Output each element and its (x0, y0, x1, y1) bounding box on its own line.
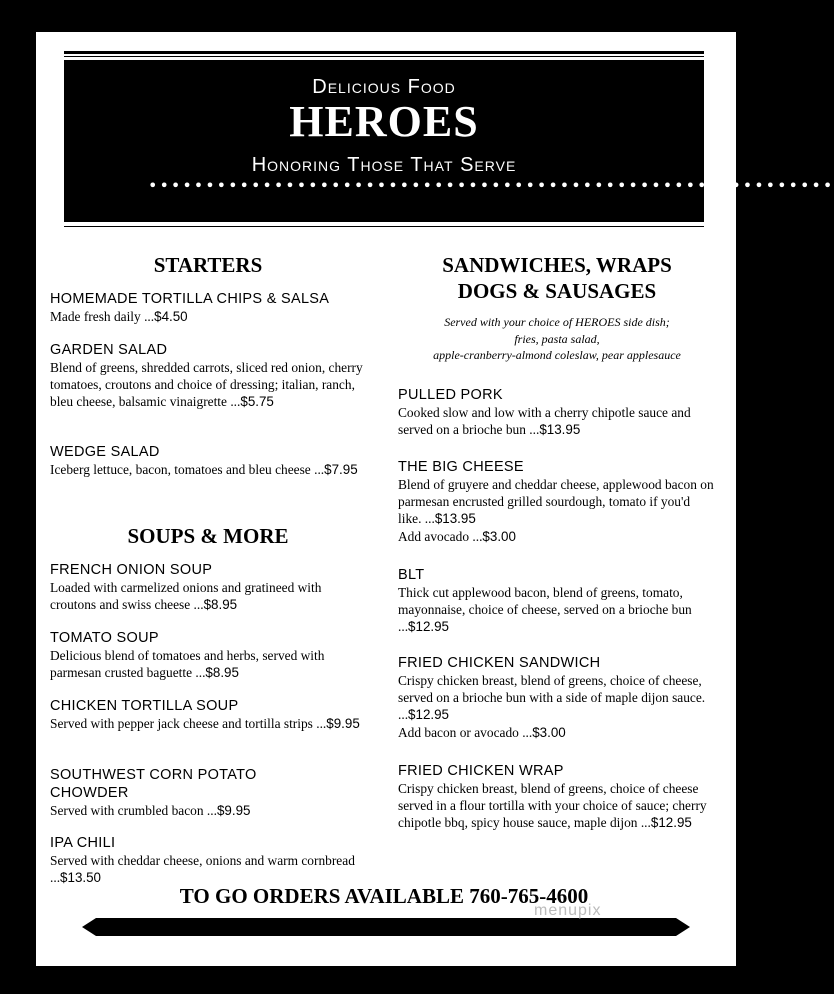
item-addon: Add bacon or avocado ...$3.00 (398, 724, 566, 740)
sandwiches-heading-line2: DOGS & SAUSAGES (457, 279, 657, 303)
item-price: $12.95 (408, 619, 450, 635)
section-heading-soups: SOUPS & MORE (127, 524, 289, 548)
item-description: Crispy chicken breast, blend of greens, choice of cheese, served on a brioche bun with a side of maple dijon sauce. ...$12.95 (398, 673, 706, 723)
item-description: Delicious blend of tomatoes and herbs, served with parmesan crusted baguette ...$8.95 (50, 648, 325, 681)
watermark: menupix (534, 902, 602, 919)
item-name: TOMATO SOUP (50, 630, 159, 646)
item-name: THE BIG CHEESE (398, 459, 524, 475)
item-description: Thick cut applewood bacon, blend of greens, tomato, mayonnaise, choice of cheese, served on a brioche bun ...$12.95 (398, 585, 692, 635)
section-heading-sandwiches (378, 252, 736, 304)
item-name: BLT (398, 567, 425, 583)
dotted-divider: •••••••••••••••••••••••••••••••••••••••••••••••••••••••••••• (148, 176, 834, 195)
menu-item (398, 654, 716, 741)
menu-item (50, 341, 366, 411)
menu-item (50, 834, 366, 886)
to-go-orders-line: TO GO ORDERS AVAILABLE 760-765-4600 (179, 884, 589, 908)
menu-item (398, 386, 716, 438)
item-price: $12.95 (650, 815, 692, 831)
item-name: FRIED CHICKEN SANDWICH (398, 655, 601, 671)
item-price: $4.50 (154, 309, 188, 324)
item-price: $13.50 (60, 870, 102, 886)
menu-item (50, 697, 366, 732)
menu-item (398, 458, 716, 545)
top-rule-thick (64, 51, 704, 54)
addon-price: $3.00 (482, 528, 516, 544)
item-price: $9.95 (216, 803, 251, 818)
item-price: $5.75 (240, 394, 274, 410)
item-name: WEDGE SALAD (50, 444, 160, 460)
header-supertitle: Delicious Food (312, 76, 456, 98)
menu-item (50, 766, 366, 819)
sides-note: Served with your choice of HEROES side dish; fries, pasta salad, apple-cranberry-almond coleslaw, pear applesauce (433, 315, 681, 362)
menu-item (50, 629, 366, 681)
item-price: $8.95 (205, 665, 239, 681)
top-rule-thin (64, 56, 704, 57)
item-description: Blend of gruyere and cheddar cheese, applewood bacon on parmesan encrusted grilled sourdough, tomato if you'd like. ...$13.95 (398, 477, 714, 527)
item-description: Served with crumbled bacon ...$9.95 (50, 803, 251, 818)
item-price: $7.95 (324, 462, 358, 477)
item-description: Blend of greens, shredded carrots, sliced red onion, cherry tomatoes, croutons and choice of dressing; italian, ranch, bleu cheese, balsamic vinaigrette ...$5.75 (50, 360, 363, 410)
item-price: $12.95 (408, 707, 450, 723)
sandwiches-heading-line1: SANDWICHES, WRAPS (442, 253, 672, 277)
item-name: FRIED CHICKEN WRAP (398, 763, 564, 779)
menu-item (50, 443, 366, 478)
item-price: $13.95 (539, 422, 581, 438)
item-name: GARDEN SALAD (50, 342, 168, 358)
item-name: SOUTHWEST CORN POTATO CHOWDER (50, 767, 257, 801)
item-name: IPA CHILI (50, 835, 116, 851)
item-price: $9.95 (326, 716, 360, 731)
item-name: PULLED PORK (398, 387, 503, 403)
item-description: Iceberg lettuce, bacon, tomatoes and bleu cheese ...$7.95 (50, 462, 358, 477)
restaurant-name: HEROES (289, 97, 479, 146)
item-name: CHICKEN TORTILLA SOUP (50, 698, 239, 714)
header-banner (64, 60, 834, 222)
item-name: HOMEMADE TORTILLA CHIPS & SALSA (50, 291, 330, 307)
menu-item (398, 566, 716, 636)
item-price: $13.95 (434, 511, 476, 527)
item-price: $8.95 (203, 597, 238, 613)
addon-price: $3.00 (532, 724, 566, 740)
header-subtitle: Honoring Those That Serve (251, 154, 517, 176)
item-description: Served with cheddar cheese, onions and warm cornbread ...$13.50 (50, 853, 355, 886)
section-heading-starters: STARTERS (153, 253, 263, 277)
item-description: Made fresh daily ...$4.50 (50, 309, 188, 324)
item-addon: Add avocado ...$3.00 (398, 528, 516, 544)
right-column (398, 252, 716, 872)
item-description: Served with pepper jack cheese and tortilla strips ...$9.95 (50, 716, 360, 731)
item-description: Loaded with carmelized onions and gratineed with croutons and swiss cheese ...$8.95 (50, 580, 322, 613)
footer-banner-bar (82, 918, 690, 936)
banner-rule-bottom (64, 226, 704, 227)
menu-item (50, 561, 366, 613)
left-column (50, 252, 366, 892)
menu-item (398, 762, 716, 832)
menu-item (50, 290, 366, 325)
item-description: Cooked slow and low with a cherry chipotle sauce and served on a brioche bun ...$13.95 (398, 405, 691, 438)
item-description: Crispy chicken breast, blend of greens, choice of cheese served in a flour tortilla with your choice of sauce; cherry chipotle bbq, spicy house sauce, maple dijon ...$12.95 (398, 781, 707, 831)
item-name: FRENCH ONION SOUP (50, 562, 213, 578)
